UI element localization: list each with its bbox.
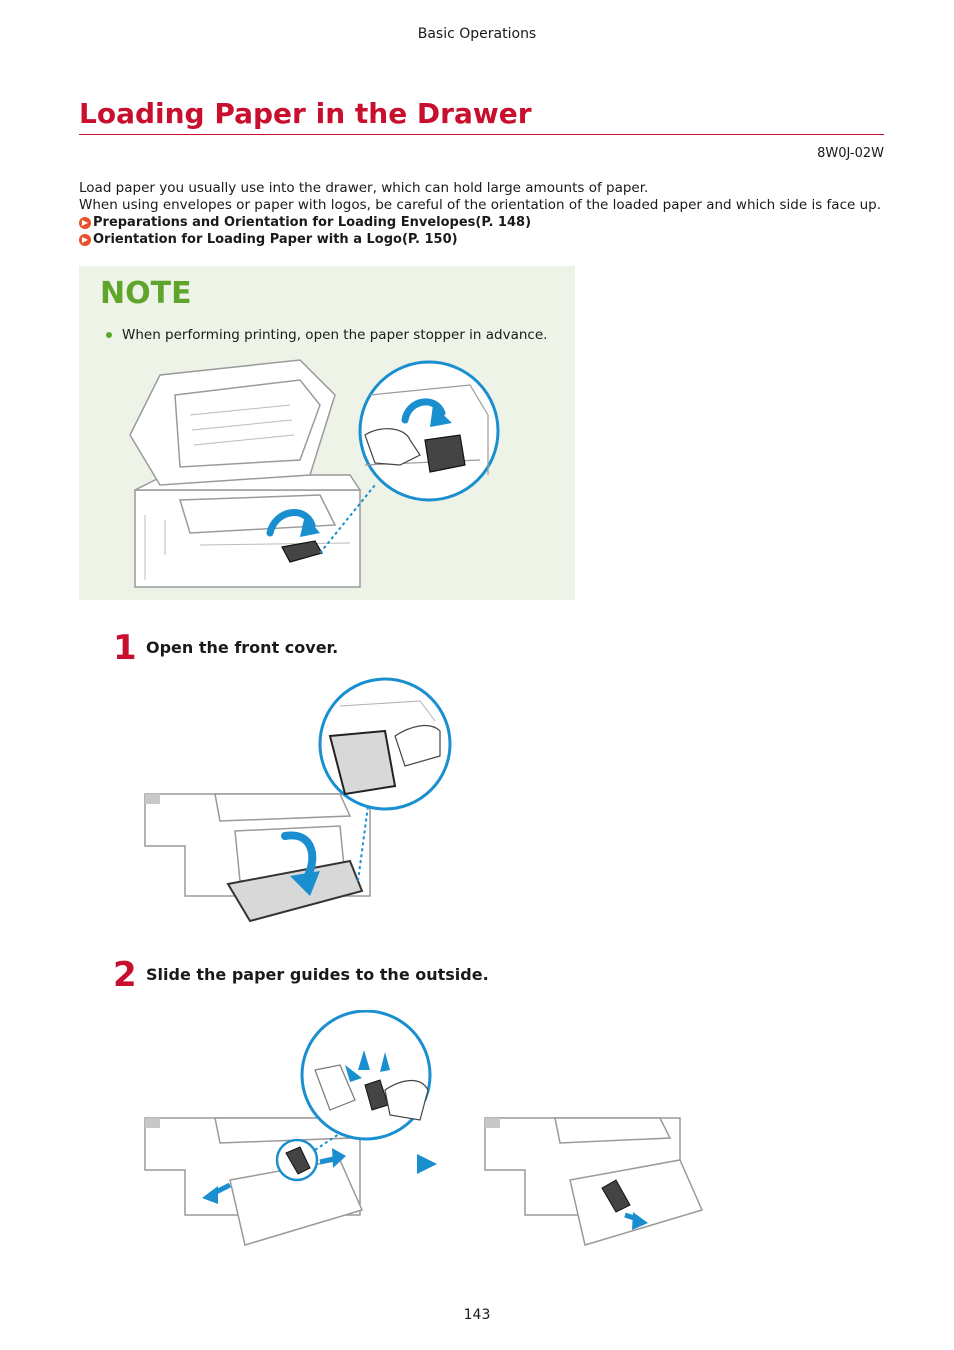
link-envelopes-label: Preparations and Orientation for Loading Envelopes(P. 148) <box>93 215 532 230</box>
link-logo-paper[interactable] <box>79 231 458 248</box>
intro-line-1: Load paper you usually use into the drawer, which can hold large amounts of paper. <box>79 180 649 196</box>
page-number: 143 <box>463 1307 491 1323</box>
title-divider <box>79 134 884 135</box>
slide-paper-guides-illustration <box>140 1010 710 1255</box>
open-front-cover-illustration <box>140 676 460 926</box>
arrow-right-circle-icon: ▶ <box>79 217 91 229</box>
step-1-text: Open the front cover. <box>146 638 339 657</box>
intro-line-2: When using envelopes or paper with logos, be careful of the orientation of the loaded paper and which side is face up. <box>79 197 882 213</box>
link-logo-paper-label: Orientation for Loading Paper with a Logo(P. 150) <box>93 232 458 247</box>
bullet-icon <box>106 332 112 338</box>
step-1-number: 1 <box>113 628 137 668</box>
note-bullet-text: When performing printing, open the paper stopper in advance. <box>122 327 548 343</box>
document-code: 8W0J-02W <box>817 146 884 161</box>
page-title: Loading Paper in the Drawer <box>79 97 532 130</box>
paper-stopper-illustration <box>120 355 510 590</box>
step-2-number: 2 <box>113 955 137 995</box>
arrow-right-circle-icon: ▶ <box>79 234 91 246</box>
running-header: Basic Operations <box>417 26 537 42</box>
step-2-text: Slide the paper guides to the outside. <box>146 965 489 984</box>
note-title: NOTE <box>100 276 192 311</box>
link-envelopes[interactable] <box>79 214 531 231</box>
note-bullet <box>106 327 547 343</box>
